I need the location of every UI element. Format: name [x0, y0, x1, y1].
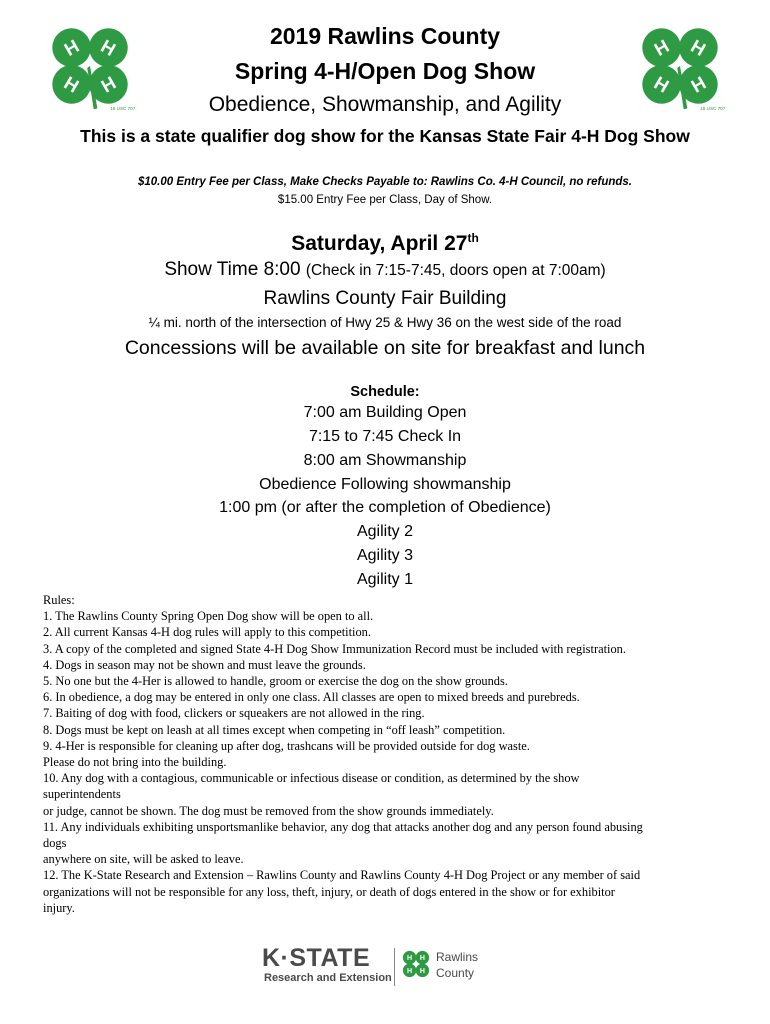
schedule-item: Obedience Following showmanship — [259, 476, 511, 493]
rule-line: superintendents — [43, 787, 121, 802]
kstate-subtitle: Research and Extension — [264, 972, 392, 984]
svg-text:H: H — [97, 71, 120, 97]
footer-divider — [394, 948, 395, 986]
rule-line: 9. 4-Her is responsible for cleaning up after dog, trashcans will be provided outside for dog waste. — [43, 738, 530, 753]
rule-line: dogs — [43, 836, 67, 851]
rule-line: 8. Dogs must be kept on leash at all times except when competing in “off leash” competition. — [43, 722, 506, 737]
schedule-item: 7:00 am Building Open — [303, 404, 467, 421]
rule-line: 10. Any dog with a contagious, communicable or infectious disease or condition, as determined by the show — [43, 771, 580, 786]
schedule-item: Agility 1 — [356, 571, 414, 588]
svg-text:H: H — [407, 967, 413, 975]
logo-caption-right: 18 USC 707 — [700, 106, 726, 112]
subtitle: Obedience, Showmanship, and Agility — [208, 93, 562, 116]
rule-line: 12. The K-State Research and Extension – Rawlins County and Rawlins County 4-H Dog Project or any member of said — [43, 868, 641, 883]
day-of-show-fee-line: $15.00 Entry Fee per Class, Day of Show. — [277, 194, 493, 206]
rule-line: 2. All current Kansas 4-H dog rules will apply to this competition. — [43, 625, 371, 640]
kstate-wordmark: K·STATE — [262, 944, 371, 972]
rules-title: Rules: — [43, 593, 75, 607]
svg-text:H: H — [60, 71, 83, 97]
rules-section — [43, 592, 733, 916]
rule-line: 1. The Rawlins County Spring Open Dog show will be open to all. — [43, 609, 374, 624]
svg-text:H: H — [687, 71, 710, 97]
schedule-item: Agility 2 — [356, 523, 414, 540]
county-name-line2: County — [436, 966, 475, 980]
event-date-suffix: th — [467, 231, 479, 245]
rule-line: injury. — [43, 900, 75, 915]
4h-clover-icon — [400, 948, 432, 980]
svg-text:H: H — [650, 35, 673, 60]
schedule-title: Schedule: — [350, 384, 420, 400]
rule-line: organizations will not be responsible for any loss, theft, injury, or death of dogs entered in the show or for exhibitor — [43, 884, 615, 899]
rule-line: 4. Dogs in season may not be shown and must leave the grounds. — [43, 657, 366, 672]
rule-line: or judge, cannot be shown. The dog must be removed from the show grounds immediately. — [43, 803, 494, 818]
schedule-item: 7:15 to 7:45 Check In — [308, 428, 462, 445]
svg-text:H: H — [650, 71, 673, 97]
rule-line: 11. Any individuals exhibiting unsportsmanlike behavior, any dog that attacks another dog and any person found abusing — [43, 819, 643, 834]
svg-text:H: H — [407, 955, 413, 963]
event-date-main: Saturday, April 27 — [291, 232, 468, 255]
show-time — [0, 259, 770, 281]
rule-line: 6. In obedience, a dog may be entered in only one class. All classes are open to mixed breeds and purebreds. — [43, 690, 580, 705]
schedule-item: 1:00 pm (or after the completion of Obedience) — [219, 499, 551, 516]
title-line-2: Spring 4-H/Open Dog Show — [234, 58, 536, 84]
schedule-item: Agility 3 — [356, 547, 414, 564]
event-date — [0, 231, 770, 256]
svg-text:H: H — [97, 35, 120, 60]
rule-line: 7. Baiting of dog with food, clickers or squeakers are not allowed in the ring. — [43, 706, 425, 721]
concessions-notice: Concessions will be available on site for breakfast and lunch — [124, 337, 646, 359]
show-time-main: Show Time 8:00 — [164, 259, 301, 280]
logo-caption-left: 18 USC 707 — [110, 106, 136, 112]
county-name-line1: Rawlins — [436, 950, 479, 964]
svg-text:H: H — [687, 35, 710, 60]
directions: ¼ mi. north of the intersection of Hwy 25 & Hwy 36 on the west side of the road — [148, 315, 622, 330]
title-line-1: 2019 Rawlins County — [269, 23, 501, 49]
rule-line: anywhere on site, will be asked to leave. — [43, 852, 244, 867]
svg-text:H: H — [419, 955, 425, 963]
rule-line: 5. No one but the 4-Her is allowed to handle, groom or exercise the dog on the show grounds. — [43, 674, 508, 689]
rule-line: 3. A copy of the completed and signed State 4-H Dog Show Immunization Record must be included with registration. — [43, 641, 626, 656]
entry-fee-line: $10.00 Entry Fee per Class, Make Checks Payable to: Rawlins Co. 4-H Council, no refunds. — [137, 176, 633, 188]
svg-text:H: H — [419, 967, 425, 975]
state-qualifier-notice: This is a state qualifier dog show for the Kansas State Fair 4-H Dog Show — [80, 126, 690, 146]
svg-text:H: H — [60, 35, 83, 60]
rule-line: Please do not bring into the building. — [43, 755, 227, 770]
show-time-detail: (Check in 7:15-7:45, doors open at 7:00am) — [305, 262, 606, 279]
event-location: Rawlins County Fair Building — [263, 288, 507, 309]
schedule-item: 8:00 am Showmanship — [303, 452, 467, 469]
